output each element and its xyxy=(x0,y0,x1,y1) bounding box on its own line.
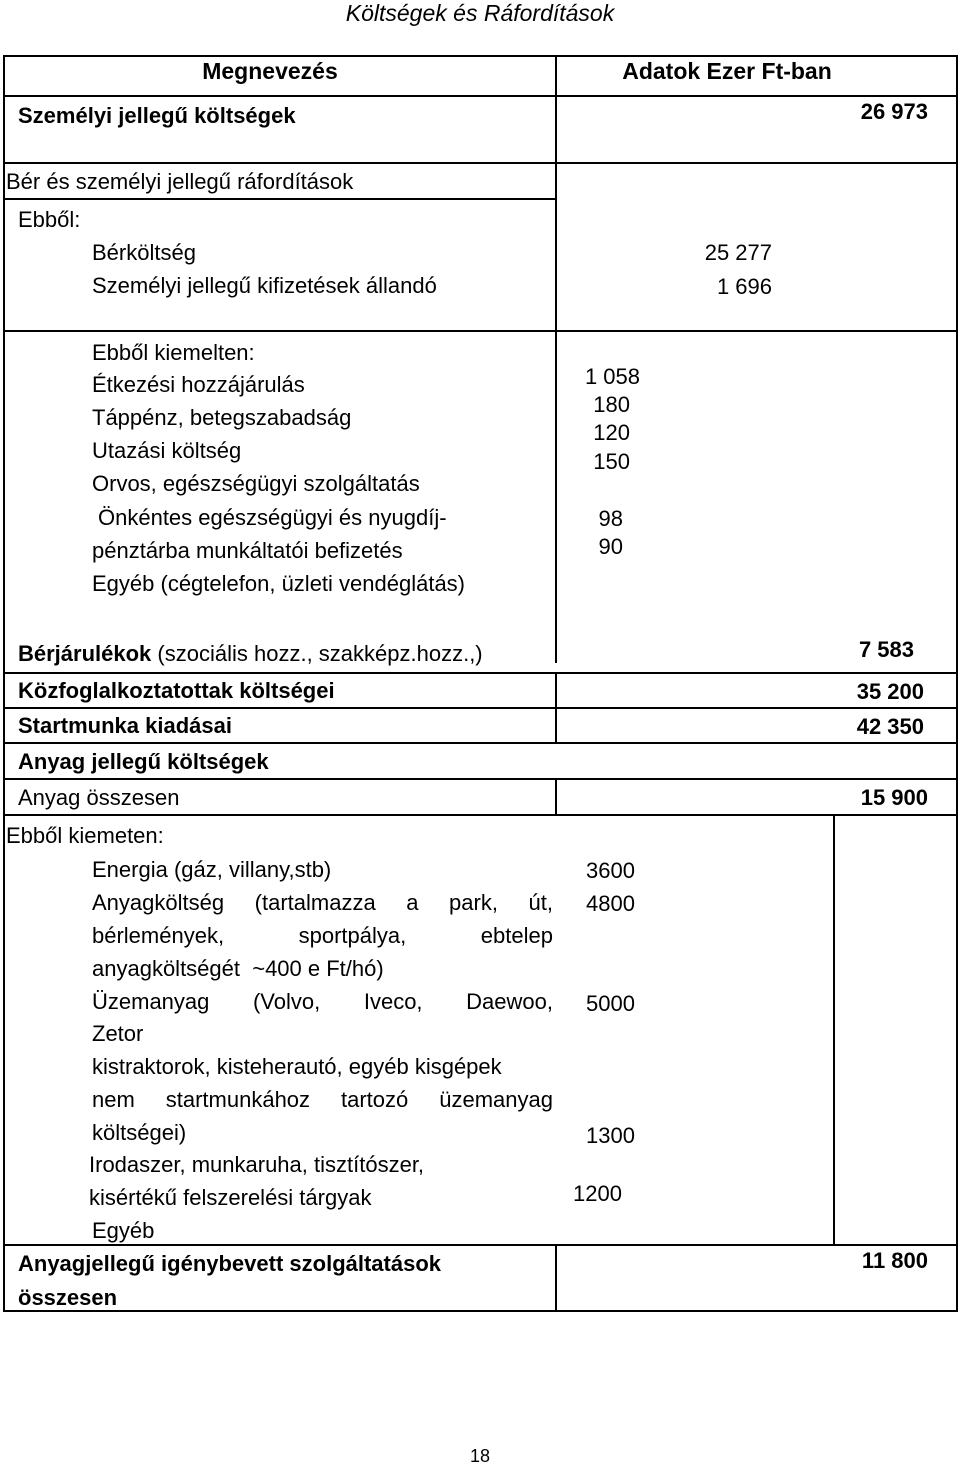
kiemelten-item-label: Táppénz, betegszabadság xyxy=(92,405,352,430)
kiemeten-irodaszer-value: 1200 xyxy=(573,1181,622,1206)
kiemelten-item-label: Étkezési hozzájárulás xyxy=(92,372,305,397)
row-berjarulekok-label: Bérjárulékok (szociális hozz., szakképz.hozz.,) xyxy=(18,641,483,666)
row-anyag-jellegu-label: Anyag jellegű költségek xyxy=(18,749,269,774)
kiemelten-item-value: 180 xyxy=(593,392,630,417)
kiemelten-item-label: Egyéb (cégtelefon, üzleti vendéglátás) xyxy=(92,571,466,596)
kiemeten-uzemanyag-line3: kistraktorok, kisteherautó, egyéb kisgépek xyxy=(92,1054,502,1079)
kiemeten-uzemanyag-line4: nem startmunkához tartozó üzemanyag xyxy=(92,1087,553,1112)
row-szemelyi-total: 26 973 xyxy=(860,99,928,124)
kiemeten-irodaszer-line1: Irodaszer, munkaruha, tisztítószer, xyxy=(89,1152,425,1177)
kiemelten-item-value: 120 xyxy=(593,420,630,445)
row-ebbol-label: Ebből: xyxy=(18,207,81,232)
kiemelten-item-label: Orvos, egészségügyi szolgáltatás xyxy=(92,471,420,496)
row-szolgaltatasok-total: 11 800 xyxy=(861,1248,928,1273)
kiemeten-anyagkoltseg-line3: anyagköltségét ~400 e Ft/hó) xyxy=(92,956,384,981)
kiemelten-item-value: 150 xyxy=(593,449,630,474)
kiemeten-irodaszer-line2: kisértékű felszerelési tárgyak xyxy=(89,1185,372,1210)
kiemeten-uzemanyag-line5: költségei) xyxy=(92,1120,187,1145)
kiemeten-energia-label: Energia (gáz, villany,stb) xyxy=(92,857,332,882)
page-header: Költségek és Ráfordítások xyxy=(345,0,615,26)
kiemeten-anyagkoltseg-value: 4800 xyxy=(586,891,635,916)
kiemelten-item-value: 90 xyxy=(598,534,623,559)
kiemeten-uzemanyag-value: 5000 xyxy=(586,991,635,1016)
column-header-data: Adatok Ezer Ft-ban xyxy=(622,58,832,84)
kiemelten-title: Ebből kiemelten: xyxy=(92,340,255,365)
column-header-name: Megnevezés xyxy=(202,58,338,84)
row-anyag-osszesen-total: 15 900 xyxy=(860,785,928,810)
kiemeten-anyagkoltseg-line2: bérlemények, sportpálya, ebtelep xyxy=(92,923,553,948)
kiemeten-energia-value: 3600 xyxy=(586,858,635,883)
row-szolgaltatasok-label2: összesen xyxy=(18,1285,118,1310)
row-anyag-osszesen-label: Anyag összesen xyxy=(18,785,180,810)
row-berkoltseg-value: 25 277 xyxy=(704,240,772,265)
kiemeten-title: Ebből kiemeten: xyxy=(6,823,164,848)
page-number: 18 xyxy=(469,1446,491,1466)
row-kozfoglalkoztatottak-total: 35 200 xyxy=(856,679,924,704)
kiemeten-uzemanyag-line1: Üzemanyag (Volvo, Iveco, Daewoo, xyxy=(92,989,553,1014)
kiemelten-item-label: Önkéntes egészségügyi és nyugdíj- xyxy=(98,505,447,530)
row-startmunka-label: Startmunka kiadásai xyxy=(18,713,232,738)
kiemelten-item-label: Utazási költség xyxy=(92,438,242,463)
row-kozfoglalkoztatottak-label: Közfoglalkoztatottak költségei xyxy=(18,678,335,703)
row-szemelyi-kifizetesek-value: 1 696 xyxy=(716,274,772,299)
kiemelten-item-value: 1 058 xyxy=(584,364,640,389)
kiemelten-item-label: pénztárba munkáltatói befizetés xyxy=(92,538,403,563)
row-berkoltseg-label: Bérköltség xyxy=(92,240,196,265)
kiemeten-uzemanyag-line2: Zetor xyxy=(92,1021,144,1046)
kiemeten-uzemanyag-value2: 1300 xyxy=(586,1123,635,1148)
kiemelten-item-value: 98 xyxy=(598,506,623,531)
kiemeten-anyagkoltseg-line1: Anyagköltség (tartalmazza a park, út, xyxy=(92,890,553,915)
row-berjarulekok-total: 7 583 xyxy=(858,637,914,662)
row-szemelyi-label: Személyi jellegű költségek xyxy=(18,103,296,128)
kiemeten-egyeb-label: Egyéb xyxy=(92,1218,155,1243)
row-szemelyi-kifizetesek-label: Személyi jellegű kifizetések állandó xyxy=(92,273,437,298)
row-startmunka-total: 42 350 xyxy=(856,714,924,739)
row-ber-szemelyi-label: Bér és személyi jellegű ráfordítások xyxy=(6,169,354,194)
row-szolgaltatasok-label: Anyagjellegű igénybevett szolgáltatások xyxy=(18,1251,442,1276)
